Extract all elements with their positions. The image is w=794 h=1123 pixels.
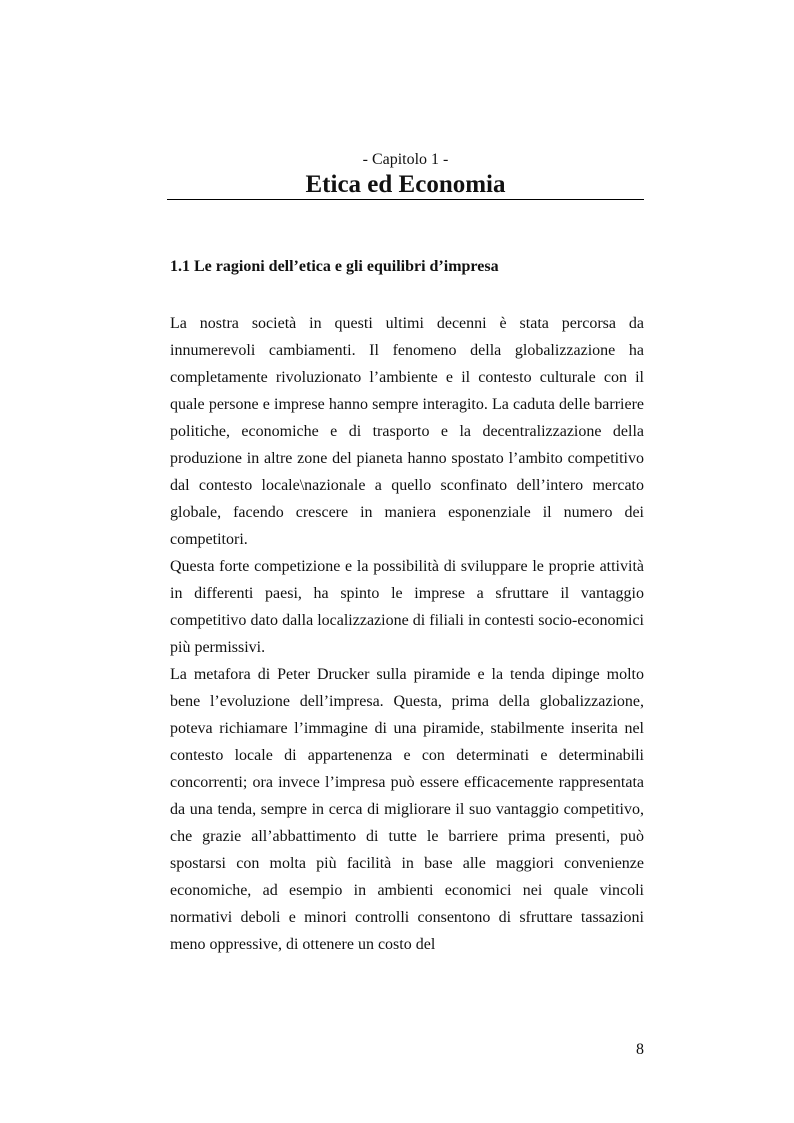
- chapter-kicker: - Capitolo 1 -: [362, 151, 449, 168]
- body-text: [170, 310, 644, 958]
- paragraph: Questa forte competizione e la possibilità di sviluppare le proprie attività in differenti paesi, ha spinto le imprese a sfruttare il vantaggio competitivo dato dalla localizzazione di filiali in contesti socio-economici più permissivi.: [170, 558, 644, 656]
- paragraph: La metafora di Peter Drucker sulla piramide e la tenda dipinge molto bene l’evoluzione dell’impresa. Questa, prima della globalizzazione, poteva richiamare l’immagine di una piramide, stabilmente inserita nel contesto locale di appartenenza e con determinati e determinabili concorrenti; ora invece l’impresa può essere efficacemente rappresentata da una tenda, sempre in cerca di migliorare il suo vantaggio competitivo, che grazie all’abbattimento di tutte le barriere prima presenti, può spostarsi con molta più facilità in base alle maggiori convenienze economiche, ad esempio in ambienti economici nei quale vincoli normativi deboli e minori controlli consentono di sfruttare tassazioni meno oppressive, di ottenere un costo del: [170, 666, 644, 953]
- page-number: 8: [636, 1041, 644, 1058]
- section-heading: 1.1 Le ragioni dell’etica e gli equilibri d’impresa: [170, 258, 499, 275]
- title-divider: [167, 199, 644, 200]
- chapter-title: Etica ed Economia: [305, 171, 506, 198]
- paragraph: La nostra società in questi ultimi decenni è stata percorsa da innumerevoli cambiamenti. Il fenomeno della globalizzazione ha completamente rivoluzionato l’ambiente e il contesto culturale con il quale persone e imprese hanno sempre interagito. La caduta delle barriere politiche, economiche e di trasporto e la decentralizzazione della produzione in altre zone del pianeta hanno spostato l’ambito competitivo dal contesto locale\nazionale a quello sconfinato dell’intero mercato globale, facendo crescere in maniera esponenziale il numero dei competitori.: [170, 315, 644, 548]
